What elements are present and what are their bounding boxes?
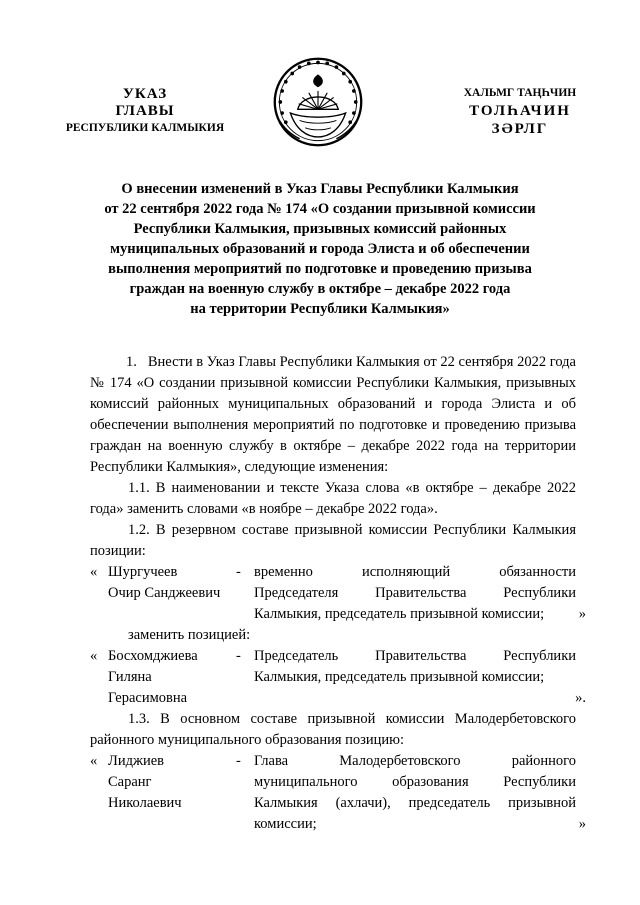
header-right-line2: ТОЛҺАЧИН [469,103,571,119]
desc-line: Председатель Правительства Республики [254,648,576,664]
title-line: на территории Республики Калмыкия» [190,301,450,317]
name-line: Герасимовна [108,690,188,706]
decree-title [80,179,560,319]
position-description [246,751,576,835]
person-name [108,646,236,709]
position-description [246,562,576,625]
title-line: граждан на военную службу в октябре – декабре 2022 года [129,281,511,297]
open-quote: « [90,753,98,769]
name-line: Очир Санджеевич [108,585,221,601]
desc-line: муниципального образования Республики [254,774,576,790]
person-name [108,562,236,625]
header-right-line3: ЗӘРЛГ [491,121,549,137]
name-line: Лиджиев [108,753,165,769]
position-entry-2 [90,646,586,709]
open-quote: « [90,564,98,580]
desc-line: временно исполняющий обязанности [254,564,576,580]
desc-line: Глава Малодербетовского районного [254,753,576,769]
title-line: выполнения мероприятий по подготовке и проведению призыва [108,261,532,277]
dash: - [236,564,241,580]
position-entry-1 [90,562,586,625]
title-line: Республики Калмыкия, призывных комиссий районных [133,221,507,237]
paragraph-1-3: 1.3. В основном составе призывной комиссии Малодербетовского районного муниципального образования позицию: [90,711,576,748]
header-left-line2: ГЛАВЫ [115,103,175,119]
coat-of-arms-emblem-icon [272,56,364,148]
header-left [40,86,250,137]
desc-line: Председателя Правительства Республики [254,585,576,601]
header-left-line3: РЕСПУБЛИКИ КАЛМЫКИЯ [65,122,225,134]
title-line: муниципальных образований и города Элиста и об обеспечении [110,241,530,257]
close-quote: » [578,816,586,832]
position-entry-3 [90,751,586,835]
name-line: Гиляна [108,669,152,685]
decree-body [90,352,586,835]
open-quote: « [90,648,98,664]
close-quote: » [578,606,586,622]
title-line: от 22 сентября 2022 года № 174 «О создании призывной комиссии [104,201,536,217]
header-right-line1: ХАЛЬМГ ТАҢҺЧИН [463,87,577,99]
header-left-line1: УКАЗ [122,86,168,102]
dash: - [236,648,241,664]
desc-line: Калмыкия, председатель призывной комиссии; [254,669,545,685]
dash: - [236,753,241,769]
name-line: Босхомджиева [108,648,198,664]
title-line: О внесении изменений в Указ Главы Республики Калмыкия [121,181,519,197]
person-name [108,751,236,835]
desc-line: Калмыкия (ахлачи), председатель призывной [254,795,576,811]
desc-line: Калмыкия, председатель призывной комиссии; [254,606,545,622]
name-line: Шургучеев [108,564,178,580]
name-line: Николаевич [108,795,182,811]
paragraph-1-1: 1.1. В наименовании и тексте Указа слова «в октябре – декабре 2022 года» заменить словами «в ноябре – декабре 2022 года». [90,480,576,517]
desc-line: комиссии; [254,816,317,832]
paragraph-1-2: 1.2. В резервном составе призывной комиссии Республики Калмыкия позиции: [90,522,576,559]
replace-phrase: заменить позицией: [128,627,251,643]
header-right [430,84,610,138]
position-description [246,646,576,709]
close-quote: ». [575,690,586,706]
name-line: Саранг [108,774,152,790]
paragraph-1: 1. Внести в Указ Главы Республики Калмыкия от 22 сентября 2022 года № 174 «О создании призывной комиссии Республики Калмыкия, призывных комиссий районных муниципальных образований и города Элиста и об обеспечении выполнения мероприятий по подготовке и проведению призыва граждан на военную службу в октябре – декабре 2022 года на территории Республики Калмыкия», следующие изменения: [90,354,576,475]
